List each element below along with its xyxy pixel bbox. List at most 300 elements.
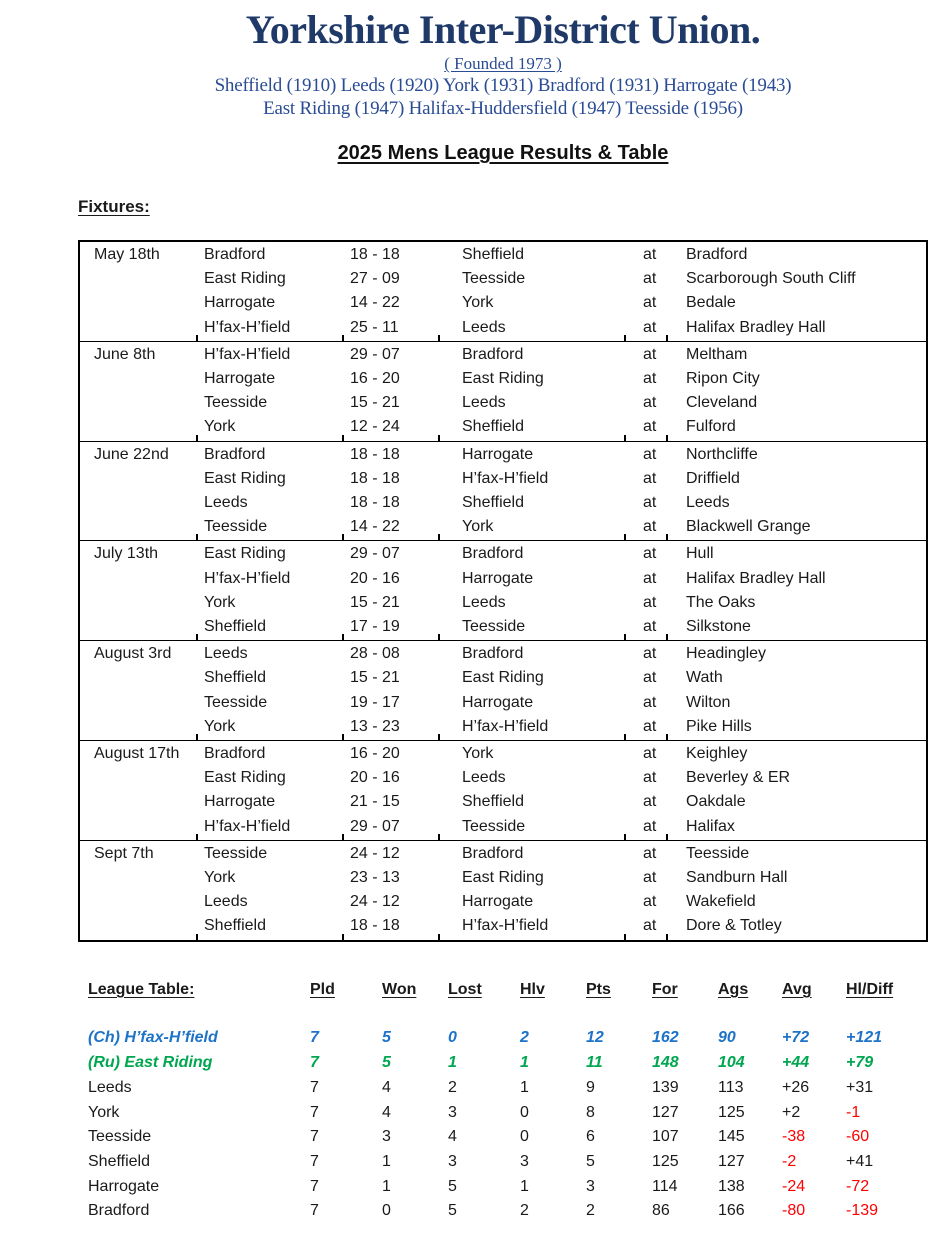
league-row bbox=[78, 1150, 928, 1175]
at-label: at bbox=[643, 844, 657, 862]
fixture-date bbox=[80, 815, 196, 839]
fixture-row bbox=[80, 491, 926, 515]
stat-value: 12 bbox=[586, 1029, 604, 1047]
fixtures-heading: Fixtures: bbox=[78, 197, 150, 216]
column-header bbox=[846, 978, 928, 1003]
column-header-label: Hl/Diff bbox=[846, 980, 894, 998]
home-team: East Riding bbox=[204, 270, 286, 288]
stat-value: 166 bbox=[718, 1202, 745, 1220]
stat-value: 6 bbox=[586, 1128, 595, 1146]
fixture-row bbox=[80, 467, 926, 491]
fixture-date bbox=[80, 866, 196, 890]
at-label: at bbox=[643, 469, 657, 487]
stat-value: 125 bbox=[652, 1152, 679, 1170]
column-tick bbox=[666, 834, 668, 840]
column-header-label: Lost bbox=[448, 980, 482, 998]
at-label: at bbox=[643, 745, 657, 763]
column-tick bbox=[196, 934, 198, 940]
at-label: at bbox=[643, 445, 657, 463]
at-label: at bbox=[643, 294, 657, 312]
home-team: H’fax-H’field bbox=[204, 318, 291, 336]
stat-value: +41 bbox=[846, 1152, 874, 1170]
away-team: H’fax-H’field bbox=[462, 469, 549, 487]
stat-value: 1 bbox=[448, 1054, 457, 1072]
away-team: Sheffield bbox=[462, 793, 524, 811]
column-tick bbox=[666, 634, 668, 640]
fixture-group bbox=[80, 841, 926, 940]
league-row bbox=[78, 1125, 928, 1150]
stat-value: 7 bbox=[310, 1029, 319, 1047]
stat-value: 3 bbox=[382, 1128, 391, 1146]
team-name: Bradford bbox=[88, 1202, 150, 1220]
at-label: at bbox=[643, 370, 657, 388]
stat-value: +44 bbox=[782, 1054, 810, 1072]
fixture-row bbox=[80, 715, 926, 739]
fixture-row bbox=[80, 642, 926, 666]
league-row bbox=[78, 1026, 928, 1051]
match-score: 15 - 21 bbox=[350, 669, 400, 687]
column-tick bbox=[196, 534, 198, 540]
fixture-row bbox=[80, 243, 926, 267]
league-heading-label: League Table: bbox=[88, 980, 195, 998]
venue: Wath bbox=[686, 669, 723, 687]
fixture-row bbox=[80, 914, 926, 938]
stat-value: +72 bbox=[782, 1029, 810, 1047]
team-name: (Ru) East Riding bbox=[88, 1054, 213, 1072]
column-header bbox=[310, 978, 382, 1003]
fixture-date bbox=[80, 491, 196, 515]
home-team: Teesside bbox=[204, 693, 268, 711]
away-team: H’fax-H’field bbox=[462, 717, 549, 735]
column-header-label: Hlv bbox=[520, 980, 545, 998]
away-team: East Riding bbox=[462, 669, 544, 687]
venue: Beverley & ER bbox=[686, 769, 791, 787]
stat-value: 7 bbox=[310, 1177, 319, 1195]
fixture-date bbox=[80, 615, 196, 639]
stat-value: 0 bbox=[382, 1202, 391, 1220]
fixture-row bbox=[80, 691, 926, 715]
stat-value: 0 bbox=[520, 1128, 529, 1146]
at-label: at bbox=[643, 246, 657, 263]
venue: Scarborough South Cliff bbox=[686, 270, 856, 288]
fixture-date bbox=[80, 515, 196, 539]
league-row bbox=[78, 1175, 928, 1200]
home-team: York bbox=[204, 717, 236, 735]
fixture-date bbox=[80, 467, 196, 491]
away-team: Bradford bbox=[462, 844, 524, 862]
column-header bbox=[520, 978, 586, 1003]
fixture-row bbox=[80, 391, 926, 415]
home-team: Sheffield bbox=[204, 618, 266, 636]
stat-value: 5 bbox=[382, 1054, 391, 1072]
home-team: Harrogate bbox=[204, 370, 276, 388]
venue: Dore & Totley bbox=[686, 917, 782, 935]
match-score: 18 - 18 bbox=[350, 494, 400, 512]
venue: Driffield bbox=[686, 469, 740, 487]
fixture-date bbox=[80, 691, 196, 715]
stat-value: 4 bbox=[448, 1128, 457, 1146]
fixture-date bbox=[80, 890, 196, 914]
venue: Oakdale bbox=[686, 793, 746, 811]
column-tick bbox=[624, 734, 626, 740]
stat-value: 145 bbox=[718, 1128, 745, 1146]
home-team: York bbox=[204, 593, 236, 611]
match-score: 29 - 07 bbox=[350, 817, 400, 835]
column-tick bbox=[196, 834, 198, 840]
team-name: Sheffield bbox=[88, 1152, 150, 1170]
fixture-date bbox=[80, 415, 196, 439]
fixture-row bbox=[80, 343, 926, 367]
fixture-date bbox=[80, 267, 196, 291]
column-tick bbox=[438, 834, 440, 840]
league-heading bbox=[78, 978, 310, 1003]
at-label: at bbox=[643, 917, 657, 935]
fixture-date bbox=[80, 914, 196, 938]
column-tick bbox=[438, 634, 440, 640]
fixture-row bbox=[80, 890, 926, 914]
fixture-date: July 13th bbox=[94, 545, 159, 563]
stat-value: 162 bbox=[652, 1029, 679, 1047]
page-title: Yorkshire Inter-District Union. bbox=[245, 7, 761, 52]
at-label: at bbox=[643, 545, 657, 563]
column-tick bbox=[342, 834, 344, 840]
stat-value: 5 bbox=[382, 1029, 391, 1047]
fixture-row bbox=[80, 866, 926, 890]
column-header bbox=[448, 978, 520, 1003]
column-tick bbox=[438, 335, 440, 341]
fixture-row bbox=[80, 591, 926, 615]
fixture-date: May 18th bbox=[94, 246, 160, 263]
fixture-row bbox=[80, 542, 926, 566]
stat-value: -38 bbox=[782, 1128, 806, 1146]
fixture-row bbox=[80, 766, 926, 790]
venue: Leeds bbox=[686, 494, 730, 512]
at-label: at bbox=[643, 618, 657, 636]
stat-value: 7 bbox=[310, 1152, 319, 1170]
away-team: Sheffield bbox=[462, 246, 524, 263]
at-label: at bbox=[643, 318, 657, 336]
away-team: Teesside bbox=[462, 817, 526, 835]
stat-value: +26 bbox=[782, 1078, 810, 1096]
stat-value: 3 bbox=[448, 1152, 457, 1170]
column-header bbox=[586, 978, 652, 1003]
column-tick bbox=[342, 335, 344, 341]
stat-value: 5 bbox=[448, 1202, 457, 1220]
column-tick bbox=[666, 435, 668, 441]
home-team: Harrogate bbox=[204, 294, 276, 312]
venue: Keighley bbox=[686, 745, 748, 763]
at-label: at bbox=[643, 645, 657, 663]
stat-value: -80 bbox=[782, 1202, 806, 1220]
venue: Hull bbox=[686, 545, 714, 563]
home-team: Sheffield bbox=[204, 669, 266, 687]
away-team: Bradford bbox=[462, 345, 524, 363]
home-team: Leeds bbox=[204, 494, 248, 512]
venue: Silkstone bbox=[686, 618, 751, 636]
home-team: York bbox=[204, 418, 236, 436]
home-team: H’fax-H’field bbox=[204, 569, 291, 587]
fixture-date bbox=[80, 766, 196, 790]
stat-value: 104 bbox=[718, 1054, 745, 1072]
stat-value: 9 bbox=[586, 1078, 595, 1096]
away-team: Leeds bbox=[462, 769, 506, 787]
fixture-row bbox=[80, 415, 926, 439]
stat-value: 7 bbox=[310, 1054, 319, 1072]
fixture-date: June 22nd bbox=[94, 445, 169, 463]
document-header bbox=[78, 0, 928, 166]
column-tick bbox=[342, 634, 344, 640]
away-team: East Riding bbox=[462, 869, 544, 887]
away-team: Sheffield bbox=[462, 494, 524, 512]
stat-value: 90 bbox=[718, 1029, 736, 1047]
match-score: 12 - 24 bbox=[350, 418, 400, 436]
away-team: Harrogate bbox=[462, 893, 534, 911]
fixture-row bbox=[80, 367, 926, 391]
column-tick bbox=[666, 734, 668, 740]
league-table bbox=[78, 978, 928, 1224]
match-score: 27 - 09 bbox=[350, 270, 400, 288]
away-team: Leeds bbox=[462, 318, 506, 336]
fixture-row bbox=[80, 567, 926, 591]
fixture-group bbox=[80, 741, 926, 841]
match-score: 15 - 21 bbox=[350, 593, 400, 611]
column-header-label: Pts bbox=[586, 980, 611, 998]
match-score: 25 - 11 bbox=[350, 318, 399, 336]
stat-value: 7 bbox=[310, 1078, 319, 1096]
stat-value: 4 bbox=[382, 1078, 391, 1096]
at-label: at bbox=[643, 869, 657, 887]
stat-value: 113 bbox=[718, 1078, 744, 1096]
stat-value: -1 bbox=[846, 1103, 861, 1121]
away-team: Harrogate bbox=[462, 569, 534, 587]
fixture-row bbox=[80, 742, 926, 766]
away-team: Leeds bbox=[462, 593, 506, 611]
column-tick bbox=[666, 534, 668, 540]
home-team: Bradford bbox=[204, 445, 266, 463]
venue: Teesside bbox=[686, 844, 750, 862]
fixture-date: August 17th bbox=[94, 745, 180, 763]
fixture-date: Sept 7th bbox=[94, 844, 154, 862]
stat-value: -139 bbox=[846, 1202, 879, 1220]
match-score: 29 - 07 bbox=[350, 545, 400, 563]
stat-value: 2 bbox=[520, 1029, 529, 1047]
match-score: 14 - 22 bbox=[350, 294, 400, 312]
match-score: 28 - 08 bbox=[350, 645, 400, 663]
column-tick bbox=[196, 634, 198, 640]
column-tick bbox=[438, 534, 440, 540]
match-score: 16 - 20 bbox=[350, 745, 400, 763]
column-tick bbox=[624, 534, 626, 540]
team-name: York bbox=[88, 1103, 120, 1121]
column-tick bbox=[342, 534, 344, 540]
match-score: 18 - 18 bbox=[350, 246, 400, 263]
match-score: 18 - 18 bbox=[350, 469, 400, 487]
fixture-date bbox=[80, 316, 196, 340]
venue: Fulford bbox=[686, 418, 736, 436]
column-header-label: Won bbox=[382, 980, 417, 998]
venue: Ripon City bbox=[686, 370, 760, 388]
venue: Wilton bbox=[686, 693, 731, 711]
stat-value: 125 bbox=[718, 1103, 745, 1121]
stat-value: 1 bbox=[520, 1177, 529, 1195]
venue: Meltham bbox=[686, 345, 748, 363]
stat-value: 1 bbox=[382, 1177, 391, 1195]
fixtures-table bbox=[78, 240, 928, 942]
home-team: Bradford bbox=[204, 745, 266, 763]
column-header-label: Pld bbox=[310, 980, 335, 998]
fixture-group bbox=[80, 442, 926, 542]
stat-value: -72 bbox=[846, 1177, 870, 1195]
away-team: East Riding bbox=[462, 370, 544, 388]
stat-value: 127 bbox=[652, 1103, 679, 1121]
stat-value: 148 bbox=[652, 1054, 679, 1072]
stat-value: 86 bbox=[652, 1202, 670, 1220]
away-team: Leeds bbox=[462, 394, 506, 412]
column-tick bbox=[342, 435, 344, 441]
stat-value: -24 bbox=[782, 1177, 806, 1195]
column-tick bbox=[438, 934, 440, 940]
home-team: H’fax-H’field bbox=[204, 345, 291, 363]
fixture-date bbox=[80, 367, 196, 391]
match-score: 24 - 12 bbox=[350, 893, 400, 911]
match-score: 19 - 17 bbox=[350, 693, 400, 711]
document-body bbox=[78, 196, 928, 1224]
fixture-date: August 3rd bbox=[94, 645, 172, 663]
fixture-row bbox=[80, 615, 926, 639]
at-label: at bbox=[643, 394, 657, 412]
match-score: 18 - 18 bbox=[350, 445, 400, 463]
stat-value: 3 bbox=[448, 1103, 457, 1121]
stat-value: 0 bbox=[448, 1029, 457, 1047]
fixture-group bbox=[80, 242, 926, 342]
match-score: 20 - 16 bbox=[350, 769, 400, 787]
venue: Cleveland bbox=[686, 394, 758, 412]
home-team: East Riding bbox=[204, 769, 286, 787]
column-tick bbox=[666, 934, 668, 940]
column-tick bbox=[624, 335, 626, 341]
at-label: at bbox=[643, 693, 657, 711]
match-score: 15 - 21 bbox=[350, 394, 400, 412]
column-header-label: Ags bbox=[718, 980, 749, 998]
venue: Pike Hills bbox=[686, 717, 752, 735]
stat-value: 8 bbox=[586, 1103, 595, 1121]
column-tick bbox=[624, 934, 626, 940]
at-label: at bbox=[643, 569, 657, 587]
stat-value: 5 bbox=[586, 1152, 595, 1170]
column-header bbox=[652, 978, 718, 1003]
stat-value: +31 bbox=[846, 1078, 874, 1096]
column-header-label: For bbox=[652, 980, 678, 998]
away-team: Bradford bbox=[462, 645, 524, 663]
fixture-group bbox=[80, 641, 926, 741]
venue: The Oaks bbox=[686, 593, 756, 611]
match-score: 21 - 15 bbox=[350, 793, 400, 811]
column-tick bbox=[624, 634, 626, 640]
stat-value: 1 bbox=[382, 1152, 391, 1170]
stat-value: 127 bbox=[718, 1152, 745, 1170]
home-team: Teesside bbox=[204, 844, 268, 862]
away-team: Sheffield bbox=[462, 418, 524, 436]
stat-value: 7 bbox=[310, 1128, 319, 1146]
stat-value: 0 bbox=[520, 1103, 529, 1121]
stat-value: 1 bbox=[520, 1078, 529, 1096]
league-row bbox=[78, 1076, 928, 1101]
at-label: at bbox=[643, 893, 657, 911]
founders-line-2: East Riding (1947) Halifax-Huddersfield (1947) Teesside (1956) bbox=[263, 98, 743, 119]
venue: Bedale bbox=[686, 294, 736, 312]
column-header bbox=[382, 978, 448, 1003]
fixture-date bbox=[80, 591, 196, 615]
away-team: Harrogate bbox=[462, 445, 534, 463]
away-team: Bradford bbox=[462, 545, 524, 563]
venue: Halifax Bradley Hall bbox=[686, 318, 826, 336]
at-label: at bbox=[643, 793, 657, 811]
column-tick bbox=[342, 734, 344, 740]
column-tick bbox=[196, 335, 198, 341]
fixture-date bbox=[80, 790, 196, 814]
stat-value: 138 bbox=[718, 1177, 745, 1195]
venue: Headingley bbox=[686, 645, 767, 663]
match-score: 16 - 20 bbox=[350, 370, 400, 388]
stat-value: 5 bbox=[448, 1177, 457, 1195]
column-header-label: Avg bbox=[782, 980, 812, 998]
home-team: York bbox=[204, 869, 236, 887]
stat-value: 2 bbox=[520, 1202, 529, 1220]
fixture-row bbox=[80, 291, 926, 315]
venue: Northcliffe bbox=[686, 445, 758, 463]
stat-value: +121 bbox=[846, 1029, 883, 1047]
fixture-row bbox=[80, 316, 926, 340]
league-row bbox=[78, 1051, 928, 1076]
at-label: at bbox=[643, 518, 657, 536]
stat-value: -60 bbox=[846, 1128, 870, 1146]
home-team: Harrogate bbox=[204, 793, 276, 811]
fixture-group bbox=[80, 342, 926, 442]
fixture-row bbox=[80, 666, 926, 690]
stat-value: +79 bbox=[846, 1054, 874, 1072]
fixture-row bbox=[80, 842, 926, 866]
match-score: 24 - 12 bbox=[350, 844, 400, 862]
match-score: 23 - 13 bbox=[350, 869, 400, 887]
match-score: 18 - 18 bbox=[350, 917, 400, 935]
fixture-date bbox=[80, 391, 196, 415]
column-header bbox=[718, 978, 782, 1003]
away-team: York bbox=[462, 518, 494, 536]
stat-value: 114 bbox=[652, 1177, 678, 1195]
fixture-row bbox=[80, 815, 926, 839]
league-header-row bbox=[78, 978, 928, 1003]
home-team: H’fax-H’field bbox=[204, 817, 291, 835]
match-score: 20 - 16 bbox=[350, 569, 400, 587]
stat-value: 4 bbox=[382, 1103, 391, 1121]
at-label: at bbox=[643, 418, 657, 436]
home-team: Sheffield bbox=[204, 917, 266, 935]
team-name: (Ch) H’fax-H’field bbox=[88, 1029, 218, 1047]
fixture-date bbox=[80, 715, 196, 739]
stat-value: 2 bbox=[448, 1078, 457, 1096]
team-name: Leeds bbox=[88, 1078, 132, 1096]
away-team: York bbox=[462, 294, 494, 312]
at-label: at bbox=[643, 345, 657, 363]
at-label: at bbox=[643, 769, 657, 787]
home-team: Leeds bbox=[204, 645, 248, 663]
column-tick bbox=[196, 435, 198, 441]
stat-value: -2 bbox=[782, 1152, 797, 1170]
match-score: 29 - 07 bbox=[350, 345, 400, 363]
stat-value: 7 bbox=[310, 1103, 319, 1121]
fixture-row bbox=[80, 790, 926, 814]
stat-value: +2 bbox=[782, 1103, 801, 1121]
